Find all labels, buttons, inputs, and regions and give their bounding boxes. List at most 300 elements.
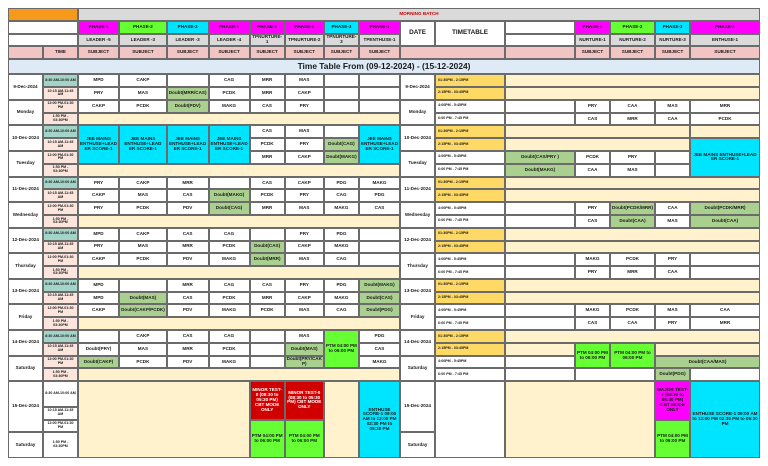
table-cell: 13-Dec-2024	[8, 279, 43, 305]
table-cell: SUBJECT	[285, 46, 324, 59]
table-cell: MAS	[119, 87, 167, 100]
table-cell: 01:30PM - 2:15PM	[435, 74, 505, 87]
table-cell: PCDK	[610, 253, 655, 266]
table-cell: PCDK	[119, 202, 167, 215]
empty-cell	[324, 87, 359, 100]
table-cell: SUBJECT	[359, 46, 400, 59]
table-cell: ENTHUSE-1	[690, 34, 760, 47]
table-cell: 1:50 PM - 03:30PM	[43, 164, 78, 177]
table-cell: 1:50 PM - 03:30PM	[43, 432, 78, 458]
empty-cell	[8, 8, 78, 21]
table-cell: 11-Dec-2024	[8, 177, 43, 203]
table-cell: Doubt(MAS)	[285, 343, 324, 356]
table-cell: Doubt(PRY/CAK P)	[285, 356, 324, 369]
table-cell: 4:00PM - 5:45PM	[435, 151, 505, 164]
table-cell: JEE MAINS ENTHUSE+LEAD ER SCORE-1	[167, 125, 209, 163]
table-cell: SUBJECT	[610, 46, 655, 59]
table-cell: 4:00PM - 5:45PM	[435, 356, 505, 369]
table-cell: 12:00 PM-01:30 PM	[43, 304, 78, 317]
table-cell: PHASE-1	[250, 21, 285, 34]
empty-cell	[359, 87, 400, 100]
table-cell: MAS	[655, 215, 690, 228]
table-cell: LEADER -3	[119, 34, 167, 47]
table-cell: CAS	[167, 292, 209, 305]
table-cell: JEE MAINS ENTHUSE+LEAD ER SCORE-1	[690, 138, 760, 176]
table-cell: MAS	[285, 253, 324, 266]
table-cell: PRY	[78, 87, 119, 100]
empty-cell	[8, 34, 78, 47]
table-cell: 12:00 PM-01:30 PM	[43, 202, 78, 215]
table-cell: PRY	[655, 317, 690, 330]
table-cell: 01:30PM - 2:15PM	[435, 125, 505, 138]
empty-cell	[209, 177, 250, 190]
table-cell: 01:30PM - 2:15PM	[435, 330, 505, 343]
table-cell: PCDK	[119, 356, 167, 369]
table-cell: 12:00 PM-01:30 PM	[43, 100, 78, 113]
table-cell: MAS	[119, 241, 167, 254]
table-cell: PDG	[324, 177, 359, 190]
table-cell: SUBJECT	[690, 46, 760, 59]
empty-cell	[505, 113, 575, 126]
empty-cell	[359, 253, 400, 266]
table-cell: Doubt(CAA)	[610, 215, 655, 228]
table-cell: Saturday	[8, 432, 43, 458]
empty-cell	[78, 317, 400, 330]
table-cell: MAKG	[324, 241, 359, 254]
empty-cell	[505, 228, 760, 241]
table-cell: MAS	[285, 125, 324, 138]
table-cell: 10:15 AM-11:45 AM	[43, 138, 78, 151]
table-cell: Doubt(CAG)	[209, 202, 250, 215]
table-cell: CAKP	[78, 253, 119, 266]
empty-cell	[505, 368, 575, 381]
empty-cell	[505, 279, 760, 292]
table-cell: Friday	[8, 304, 43, 330]
table-cell: MAKG	[575, 304, 610, 317]
table-cell: Doubt(PDG)	[359, 304, 400, 317]
table-cell: 2:15PM - 03:45PM	[435, 189, 505, 202]
table-cell: SUBJECT	[250, 46, 285, 59]
table-cell: Monday	[400, 100, 435, 126]
table-cell: MRR	[610, 113, 655, 126]
table-cell: TPNURTURE-3	[324, 34, 359, 47]
table-cell: Doubt(PCDK/MRR)	[690, 202, 760, 215]
empty-cell	[250, 356, 285, 369]
table-cell: 2:15PM - 03:45PM	[435, 292, 505, 305]
table-cell: Doubt(CAS)	[359, 292, 400, 305]
table-cell: 8:30 AM-10:00 AM	[43, 330, 78, 343]
empty-cell	[505, 292, 760, 305]
table-cell: MAKG	[209, 356, 250, 369]
empty-cell	[78, 215, 400, 228]
empty-cell	[655, 343, 760, 356]
table-cell: 15-Dec-2024	[400, 381, 435, 432]
table-cell: Doubt(CAS/PRY )	[505, 151, 575, 164]
empty-cell	[78, 266, 400, 279]
table-cell: CAKP	[285, 151, 324, 164]
table-cell: PCDK	[209, 292, 250, 305]
table-cell: Doubt(MRR)	[250, 253, 285, 266]
table-cell: 6:00 PM - 7:45 PM	[435, 317, 505, 330]
table-cell: 15-Dec-2024	[8, 381, 43, 432]
table-cell: MINOR TEST-0 (08:30 to 05:30 PM) CBT MODE ONLY	[250, 381, 285, 419]
table-cell: MPD	[78, 228, 119, 241]
table-cell: 1:50 PM - 03:30PM	[43, 368, 78, 381]
table-cell: PDG	[324, 279, 359, 292]
empty-cell	[167, 74, 209, 87]
empty-cell	[505, 241, 760, 254]
table-cell: MAS	[285, 304, 324, 317]
table-cell: PCDK	[610, 304, 655, 317]
table-cell: SUBJECT	[78, 46, 119, 59]
table-cell: MAKG	[575, 253, 610, 266]
table-cell: 4:00PM - 5:45PM	[435, 100, 505, 113]
table-cell: MAKG	[359, 356, 400, 369]
table-cell: PTM 04:00 PM to 06:00 PM	[610, 343, 655, 369]
table-cell: MRR	[250, 151, 285, 164]
table-cell: PHASE-3	[655, 21, 690, 34]
table-cell: CAKP	[285, 87, 324, 100]
table-cell: CAG	[324, 304, 359, 317]
table-cell: CAA	[655, 202, 690, 215]
table-cell: 1:50 PM - 03:30PM	[43, 113, 78, 126]
table-cell: PRY	[610, 151, 655, 164]
table-cell: CAKP	[285, 241, 324, 254]
table-cell: JEE MAINS ENTHUSE+LEAD ER SCORE-1	[359, 125, 400, 163]
table-cell: 6:00 PM - 7:45 PM	[435, 368, 505, 381]
empty-cell	[505, 266, 575, 279]
table-cell: CAG	[324, 189, 359, 202]
empty-cell	[505, 215, 575, 228]
empty-cell	[505, 46, 575, 59]
table-cell: 6:00 PM - 7:45 PM	[435, 164, 505, 177]
table-cell: SUBJECT	[209, 46, 250, 59]
table-cell: MAS	[285, 202, 324, 215]
empty-cell	[505, 177, 760, 190]
table-cell: CAS	[250, 125, 285, 138]
table-cell: 8:30 AM-10:00 AM	[43, 381, 78, 407]
empty-cell	[505, 381, 655, 458]
empty-cell	[690, 368, 760, 381]
table-cell: Wednesday	[8, 202, 43, 228]
table-cell: ENTHUSE SCORE-1 09:00 AM to 12:00 PM 02:30 PM to 05:30 PM	[690, 381, 760, 458]
empty-cell	[324, 125, 359, 138]
empty-cell	[655, 151, 690, 164]
table-cell: 14-Dec-2024	[400, 330, 435, 356]
table-cell: LEADER -5	[78, 34, 119, 47]
table-cell: CAKP	[285, 177, 324, 190]
empty-cell	[505, 356, 575, 369]
table-cell: CAG	[209, 279, 250, 292]
table-cell: MAS	[655, 304, 690, 317]
table-cell: 1:50 PM - 03:30PM	[43, 266, 78, 279]
table-cell: CAA	[655, 266, 690, 279]
table-cell: CAKP	[285, 292, 324, 305]
empty-cell	[359, 74, 400, 87]
table-cell: MRR	[250, 87, 285, 100]
table-cell: PTM 04:00 PM to 06:00 PM	[655, 420, 690, 458]
table-cell: PDG	[324, 228, 359, 241]
table-cell: 4:00PM - 5:45PM	[435, 202, 505, 215]
empty-cell	[690, 125, 760, 138]
table-cell: CAKP	[119, 228, 167, 241]
empty-cell	[250, 330, 285, 343]
table-cell: 9-Dec-2024	[8, 74, 43, 100]
table-cell: TIMETABLE	[435, 21, 505, 47]
table-cell: PDV	[167, 356, 209, 369]
table-cell: 01:30PM - 2:15PM	[435, 279, 505, 292]
table-cell: PCDK	[209, 343, 250, 356]
table-cell: 9-Dec-2024	[400, 74, 435, 100]
empty-cell	[78, 164, 400, 177]
empty-cell	[690, 253, 760, 266]
table-cell: LEADER -4	[209, 34, 250, 47]
table-cell: PDG	[359, 330, 400, 343]
table-cell: MORNING BATCH	[78, 8, 760, 21]
table-cell: CAA	[690, 304, 760, 317]
table-cell: 8:30 AM-10:00 AM	[43, 279, 78, 292]
table-cell: NURTURE-2	[610, 34, 655, 47]
table-cell: Doubt(PDG)	[655, 368, 690, 381]
table-cell: SUBJECT	[324, 46, 359, 59]
empty-cell	[250, 343, 285, 356]
table-cell: PCDK	[690, 113, 760, 126]
table-cell: Thursday	[8, 253, 43, 279]
table-cell: Doubt(MAKG)	[209, 189, 250, 202]
table-cell: PTM 04:00 PM to 06:00 PM	[324, 330, 359, 368]
table-cell: PHASE-2	[610, 21, 655, 34]
table-cell: 2:15PM - 03:45PM	[435, 87, 505, 100]
table-cell: Doubt(CAS)	[250, 241, 285, 254]
table-cell: MINOR TEST-0 (08:30 to 05:30 PM) CBT MODE ONLY	[285, 381, 324, 419]
table-cell: PCDK	[575, 151, 610, 164]
empty-cell	[8, 21, 78, 34]
empty-cell	[324, 100, 359, 113]
empty-cell	[505, 189, 760, 202]
table-cell: PHASE-1	[78, 21, 119, 34]
empty-cell	[505, 34, 575, 47]
table-cell: Doubt(PDV)	[167, 100, 209, 113]
table-cell: PRY	[285, 189, 324, 202]
empty-cell	[359, 228, 400, 241]
table-cell: MRR	[690, 317, 760, 330]
table-cell: Doubt(CAKP/PCDK)	[119, 304, 167, 317]
table-cell: MAS	[285, 330, 324, 343]
table-cell: CAS	[575, 113, 610, 126]
empty-cell	[575, 368, 655, 381]
table-cell: Saturday	[400, 432, 435, 458]
table-cell: Time Table From (09-12-2024) - (15-12-2024)	[8, 59, 760, 74]
empty-cell	[359, 100, 400, 113]
table-cell: PHASE-1	[575, 21, 610, 34]
table-cell: CAG	[209, 330, 250, 343]
empty-cell	[78, 113, 400, 126]
table-cell: MAJOR TEST-2 (08:30 to 05:30 PM) CBT MODE ONLY	[655, 381, 690, 419]
table-cell: MRR	[167, 279, 209, 292]
empty-cell	[505, 74, 760, 87]
table-cell: 10:15 AM-11:45 AM	[43, 292, 78, 305]
table-cell: PHASE-3	[324, 21, 359, 34]
empty-cell	[78, 330, 119, 343]
table-cell: MAKG	[209, 253, 250, 266]
table-cell: CAS	[167, 189, 209, 202]
empty-cell	[400, 46, 505, 59]
table-cell: PHASE-1	[285, 21, 324, 34]
table-cell: PHASE-1	[209, 21, 250, 34]
table-cell: Saturday	[400, 356, 435, 382]
table-cell: Doubt(MAS)	[119, 292, 167, 305]
table-cell: Doubt(MAKG)	[324, 151, 359, 164]
table-cell: Thursday	[400, 253, 435, 279]
table-cell: 12-Dec-2024	[400, 228, 435, 254]
table-cell: 12-Dec-2024	[8, 228, 43, 254]
table-cell: PTM 04:00 PM to 06:00 PM	[575, 343, 610, 369]
table-cell: MAKG	[209, 100, 250, 113]
table-cell: MRR	[250, 74, 285, 87]
table-cell: PHASE-1	[690, 21, 760, 34]
table-cell: 01:30PM - 2:15PM	[435, 228, 505, 241]
table-cell: JEE MAINS ENTHUSE+LEAD ER SCORE-1	[209, 125, 250, 163]
table-cell: 11-Dec-2024	[400, 177, 435, 203]
table-cell: 2:15PM - 03:45PM	[435, 343, 505, 356]
table-cell: 4:00PM - 5:45PM	[435, 253, 505, 266]
empty-cell	[505, 100, 575, 113]
table-cell: CAA	[575, 164, 610, 177]
table-cell: 14-Dec-2024	[8, 330, 43, 356]
table-cell: TPNURTURE-1	[250, 34, 285, 47]
table-cell: MAS	[610, 164, 655, 177]
table-cell: MAKG	[324, 292, 359, 305]
empty-cell	[655, 164, 690, 177]
table-cell: 10:15 AM-11:45 AM	[43, 87, 78, 100]
table-cell: SUBJECT	[167, 46, 209, 59]
table-cell: 8:30 AM-10:00 AM	[43, 177, 78, 190]
table-cell: CAA	[610, 317, 655, 330]
table-cell: MRR	[167, 241, 209, 254]
table-cell: 01:30PM - 2:15PM	[435, 177, 505, 190]
table-cell: CAKP	[119, 330, 167, 343]
table-cell: PDV	[167, 304, 209, 317]
table-cell: 10-Dec-2024	[8, 125, 43, 151]
table-cell: PRY	[285, 228, 324, 241]
table-cell: CAG	[324, 253, 359, 266]
table-cell: TPNURTURE-2	[285, 34, 324, 47]
table-cell: CAS	[250, 100, 285, 113]
table-cell: PDV	[167, 202, 209, 215]
empty-cell	[505, 202, 575, 215]
table-cell: DATE	[400, 21, 435, 47]
table-cell: 2:15PM - 03:45PM	[435, 241, 505, 254]
table-cell: 12:00 PM-01:30 PM	[43, 253, 78, 266]
empty-cell	[8, 46, 43, 59]
table-cell: MRR	[250, 202, 285, 215]
table-cell: PRY	[285, 100, 324, 113]
empty-cell	[505, 343, 575, 356]
table-cell: 6:00 PM - 7:45 PM	[435, 215, 505, 228]
table-cell: MAS	[119, 343, 167, 356]
table-cell: CAKP	[78, 304, 119, 317]
table-cell: MRR	[690, 100, 760, 113]
empty-cell	[359, 241, 400, 254]
table-cell: CAKP	[78, 100, 119, 113]
table-cell: MPD	[78, 74, 119, 87]
table-cell: PDV	[167, 253, 209, 266]
table-cell: 2:15PM - 03:45PM	[435, 138, 505, 151]
table-cell: 13-Dec-2024	[400, 279, 435, 305]
empty-cell	[78, 368, 400, 381]
table-cell: MAS	[285, 74, 324, 87]
timetable-sheet	[8, 8, 760, 458]
table-cell: PRY	[575, 100, 610, 113]
table-cell: PRY	[285, 279, 324, 292]
table-cell: Wednesday	[400, 202, 435, 228]
table-cell: CAS	[167, 330, 209, 343]
table-cell: MRR	[610, 266, 655, 279]
table-cell: 1:50 PM - 03:30PM	[43, 215, 78, 228]
table-cell: CAA	[655, 113, 690, 126]
table-cell: MPD	[78, 279, 119, 292]
table-cell: 6:00 PM - 7:45 PM	[435, 266, 505, 279]
table-cell: 8:30 AM-10:00 AM	[43, 125, 78, 138]
table-cell: 8:30 AM-10:00 AM	[43, 74, 78, 87]
table-cell: MRR	[167, 343, 209, 356]
table-cell: 10-Dec-2024	[400, 125, 435, 151]
empty-cell	[505, 125, 690, 138]
empty-cell	[435, 381, 505, 458]
table-cell: PHASE-1	[359, 21, 400, 34]
empty-cell	[505, 138, 690, 151]
table-cell: MPD	[78, 292, 119, 305]
table-cell: PDG	[359, 189, 400, 202]
table-cell: PRY	[78, 241, 119, 254]
empty-cell	[505, 304, 575, 317]
empty-cell	[690, 266, 760, 279]
table-cell: CAS	[575, 317, 610, 330]
table-cell: PTM 04:00 PM to 06:00 PM	[250, 420, 285, 458]
table-cell: MAKG	[359, 177, 400, 190]
empty-cell	[505, 87, 760, 100]
table-cell: Tuesday	[400, 151, 435, 177]
table-cell: CAKP	[78, 189, 119, 202]
table-cell: MRR	[250, 292, 285, 305]
table-cell: PRY	[655, 253, 690, 266]
table-cell: PCDK	[250, 189, 285, 202]
table-cell: MAS	[119, 189, 167, 202]
table-cell: NURTURE-3	[655, 34, 690, 47]
table-cell: 8:30 AM-10:00 AM	[43, 228, 78, 241]
table-cell: CAG	[209, 74, 250, 87]
table-cell: Doubt(MAKG)	[359, 279, 400, 292]
table-cell: PCDK	[250, 138, 285, 151]
table-cell: PCDK	[119, 253, 167, 266]
table-cell: PCDK	[209, 87, 250, 100]
timetable-grid	[8, 8, 760, 458]
empty-cell	[505, 330, 760, 343]
table-cell: TIME	[43, 46, 78, 59]
table-cell: SUBJECT	[119, 46, 167, 59]
table-cell: JEE MAINS ENTHUSE+LEAD ER SCORE-1	[119, 125, 167, 163]
table-cell: CAKP	[119, 177, 167, 190]
table-cell: Saturday	[8, 356, 43, 382]
empty-cell	[78, 381, 250, 458]
table-cell: 10:15 AM-11:45 AM	[43, 343, 78, 356]
table-cell: CAG	[209, 228, 250, 241]
empty-cell	[505, 253, 575, 266]
table-cell: PRY	[575, 202, 610, 215]
table-cell: MAS	[655, 100, 690, 113]
table-cell: 12:00 PM-01:30 PM	[43, 420, 78, 433]
table-cell: CAS	[359, 343, 400, 356]
